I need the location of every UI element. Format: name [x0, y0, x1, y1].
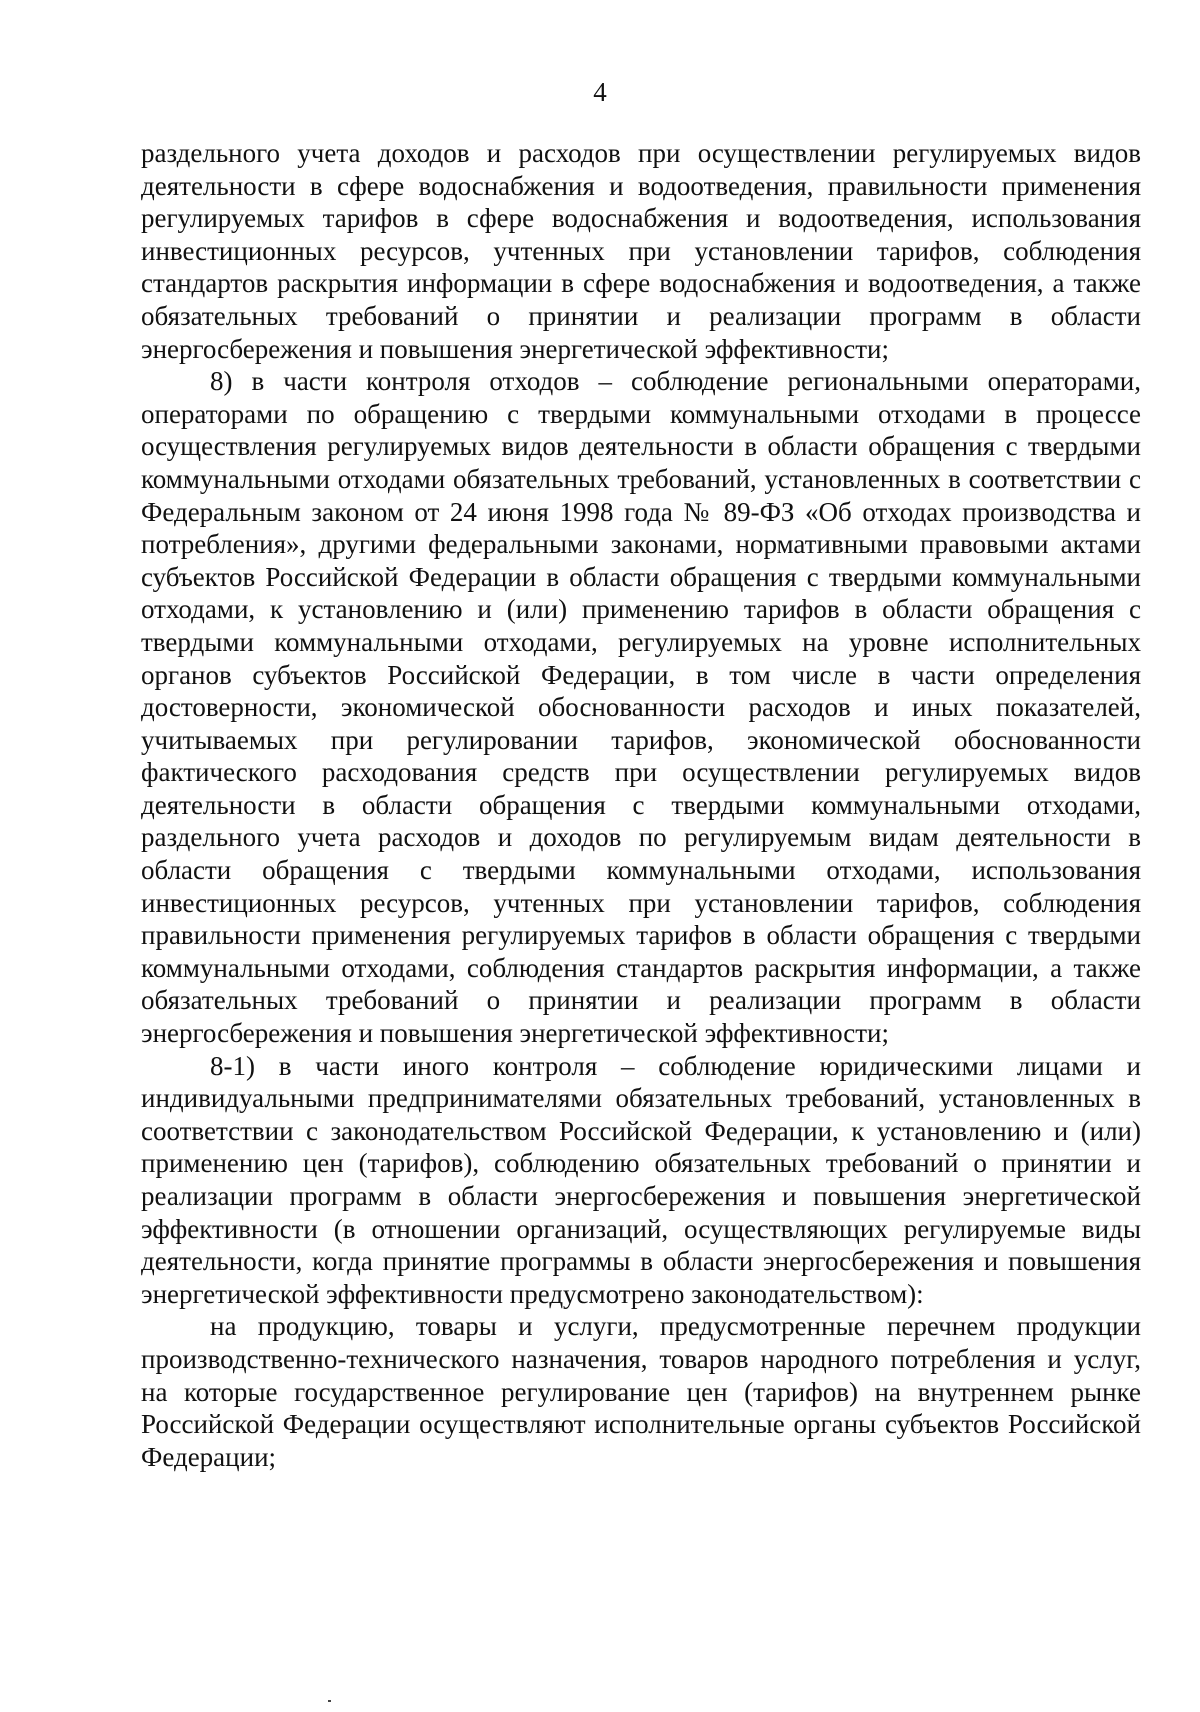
scan-artifact	[328, 1700, 331, 1702]
document-body	[141, 137, 1141, 1473]
paragraph-item-8: 8) в части контроля отходов – соблюдение региональными операторами, операторами по обращению с твердыми коммунальными отходами в процессе осуществления регулируемых видов деятельности в области обращения с твердыми коммунальными отходами обязательных требований, установленных в соответствии с Федеральным законом от 24 июня 1998 года № 89-ФЗ «Об отходах производства и потребления», другими федеральными законами, нормативными правовыми актами субъектов Российской Федерации в области обращения с твердыми коммунальными отходами, к установлению и (или) применению тарифов в области обращения с твердыми коммунальными отходами, регулируемых на уровне исполнительных органов субъектов Российской Федерации, в том числе в части определения достоверности, экономической обоснованности расходов и иных показателей, учитываемых при регулировании тарифов, экономической обоснованности фактического расходования средств при осуществлении регулируемых видов деятельности в области обращения с твердыми коммунальными отходами, раздельного учета расходов и доходов по регулируемым видам деятельности в области обращения с твердыми коммунальными отходами, использования инвестиционных ресурсов, учтенных при установлении тарифов, соблюдения правильности применения регулируемых тарифов в области обращения с твердыми коммунальными отходами, соблюдения стандартов раскрытия информации, а также обязательных требований о принятии и реализации программ в области энергосбережения и повышения энергетической эффективности;	[141, 366, 1141, 1049]
paragraph-item-8-1: 8-1) в части иного контроля – соблюдение юридическими лицами и индивидуальными предпринимателями обязательных требований, установленных в соответствии с законодательством Российской Федерации, к установлению и (или) применению цен (тарифов), соблюдению обязательных требований о принятии и реализации программ в области энергосбережения и повышения энергетической эффективности (в отношении организаций, осуществляющих регулируемые виды деятельности, когда принятие программы в области энергосбережения и повышения энергетической эффективности предусмотрено законодательством):	[141, 1050, 1141, 1309]
page-number: 4	[593, 77, 607, 107]
paragraph-continuation: раздельного учета доходов и расходов при осуществлении регулируемых видов деятельности в сфере водоснабжения и водоотведения, правильности применения регулируемых тарифов в сфере водоснабжения и водоотведения, использования инвестиционных ресурсов, учтенных при установлении тарифов, соблюдения стандартов раскрытия информации в сфере водоснабжения и водоотведения, а также обязательных требований о принятии и реализации программ в области энергосбережения и повышения энергетической эффективности;	[141, 138, 1141, 364]
paragraph-subitem-products: на продукцию, товары и услуги, предусмотренные перечнем продукции производственно-технического назначения, товаров народного потребления и услуг, на которые государственное регулирование цен (тарифов) на внутреннем рынке Российской Федерации осуществляют исполнительные органы субъектов Российской Федерации;	[141, 1311, 1141, 1472]
